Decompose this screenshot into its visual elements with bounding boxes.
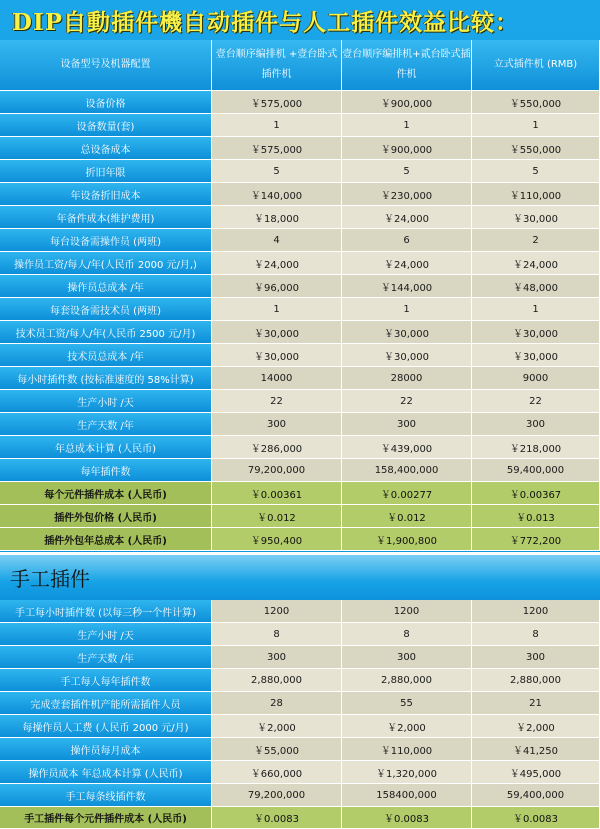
table-row: [0, 692, 600, 715]
table-row: [0, 623, 600, 646]
cell-value: 4: [212, 229, 342, 252]
cell-value: ￥30,000: [472, 344, 600, 367]
table-row: [0, 390, 600, 413]
table-row: [0, 738, 600, 761]
cell-value: 1: [472, 114, 600, 137]
table-row: [0, 367, 600, 390]
cell-value: 8: [212, 623, 342, 646]
table-row: [0, 183, 600, 206]
cell-value: ￥550,000: [472, 137, 600, 160]
cell-value: 2: [472, 229, 600, 252]
cell-value: 1: [342, 298, 472, 321]
header-config-label: 设备型号及机器配置: [0, 40, 212, 91]
cell-value: 28000: [342, 367, 472, 390]
row-label: 年设备折旧成本: [0, 183, 212, 206]
cell-value: ￥2,000: [212, 715, 342, 738]
cell-value: ￥1,900,800: [342, 528, 472, 551]
table-row: [0, 206, 600, 229]
cell-value: ￥110,000: [472, 183, 600, 206]
cell-value: ￥2,000: [472, 715, 600, 738]
table-row: [0, 459, 600, 482]
row-label: 总设备成本: [0, 137, 212, 160]
table-row: [0, 600, 600, 623]
cell-value: 55: [342, 692, 472, 715]
cell-value: ￥439,000: [342, 436, 472, 459]
table-row: [0, 275, 600, 298]
row-label: 操作员总成本 /年: [0, 275, 212, 298]
cell-value: 5: [212, 160, 342, 183]
cell-value: 1: [212, 114, 342, 137]
row-label: 年总成本计算 (人民币): [0, 436, 212, 459]
table-row: [0, 321, 600, 344]
page-title: DIP自動插件機自动插件与人工插件效益比较：: [12, 8, 519, 36]
cell-value: 5: [342, 160, 472, 183]
table-row: [0, 160, 600, 183]
row-label: 生产小时 /天: [0, 390, 212, 413]
cell-value: 300: [342, 646, 472, 669]
row-label: 生产天数 /年: [0, 646, 212, 669]
cell-value: 8: [342, 623, 472, 646]
cell-value: 2,880,000: [472, 669, 600, 692]
cell-value: ￥41,250: [472, 738, 600, 761]
cell-value: ￥48,000: [472, 275, 600, 298]
row-label: 技术员工资/每人/年(人民币 2500 元/月): [0, 321, 212, 344]
cell-value: ￥0.00367: [472, 482, 600, 505]
cell-value: 14000: [212, 367, 342, 390]
table-header-row: [0, 40, 600, 91]
table-row: [0, 344, 600, 367]
cell-value: ￥140,000: [212, 183, 342, 206]
header-column-2: 壹台顺序编排机+贰台卧式插件机: [342, 40, 472, 91]
cell-value: 9000: [472, 367, 600, 390]
table-row: [0, 114, 600, 137]
section-title-manual: 手工插件: [0, 552, 600, 600]
cell-value: ￥950,400: [212, 528, 342, 551]
cell-value: ￥575,000: [212, 91, 342, 114]
cell-value: ￥900,000: [342, 137, 472, 160]
cell-value: 2,880,000: [342, 669, 472, 692]
table-row: [0, 482, 600, 505]
cell-value: ￥30,000: [342, 344, 472, 367]
cell-value: ￥110,000: [342, 738, 472, 761]
row-label: 操作员每月成本: [0, 738, 212, 761]
cell-value: ￥24,000: [212, 252, 342, 275]
row-label: 技术员总成本 /年: [0, 344, 212, 367]
table-row: [0, 137, 600, 160]
row-label: 年备件成本(维护费用): [0, 206, 212, 229]
cell-value: ￥0.0083: [212, 807, 342, 829]
cell-value: 300: [212, 646, 342, 669]
cell-value: ￥24,000: [472, 252, 600, 275]
row-label: 生产小时 /天: [0, 623, 212, 646]
table-row: [0, 252, 600, 275]
row-label: 设备价格: [0, 91, 212, 114]
cell-value: ￥24,000: [342, 206, 472, 229]
cell-value: 300: [342, 413, 472, 436]
cell-value: 1200: [342, 600, 472, 623]
machine-comparison-table: [0, 40, 600, 551]
row-label: 操作员工资/每人/年(人民币 2000 元/月,): [0, 252, 212, 275]
cell-value: ￥218,000: [472, 436, 600, 459]
cell-value: ￥0.012: [342, 505, 472, 528]
row-label: 完成壹套插件机产能所需插件人员: [0, 692, 212, 715]
cell-value: 22: [212, 390, 342, 413]
cell-value: ￥900,000: [342, 91, 472, 114]
cell-value: ￥0.012: [212, 505, 342, 528]
row-label: 每套设备需技术员 (两班): [0, 298, 212, 321]
cell-value: ￥495,000: [472, 761, 600, 784]
cell-value: ￥772,200: [472, 528, 600, 551]
cell-value: ￥18,000: [212, 206, 342, 229]
cell-value: 22: [472, 390, 600, 413]
cell-value: 22: [342, 390, 472, 413]
row-label: 每台设备需操作员 (两班): [0, 229, 212, 252]
row-label: 设备数量(套): [0, 114, 212, 137]
row-label: 生产天数 /年: [0, 413, 212, 436]
table-row: [0, 784, 600, 807]
table-row: [0, 298, 600, 321]
cell-value: ￥96,000: [212, 275, 342, 298]
cell-value: ￥144,000: [342, 275, 472, 298]
row-label: 每年插件数: [0, 459, 212, 482]
cell-value: 59,400,000: [472, 459, 600, 482]
cell-value: 2,880,000: [212, 669, 342, 692]
cell-value: ￥286,000: [212, 436, 342, 459]
cell-value: ￥0.00277: [342, 482, 472, 505]
row-label: 每个元件插件成本 (人民币): [0, 482, 212, 505]
row-label: 插件外包价格 (人民币): [0, 505, 212, 528]
header-column-3: 立式插件机 (RMB): [472, 40, 600, 91]
cell-value: ￥0.0083: [342, 807, 472, 829]
cell-value: ￥30,000: [342, 321, 472, 344]
table-row: [0, 505, 600, 528]
cell-value: ￥0.013: [472, 505, 600, 528]
cell-value: ￥30,000: [472, 321, 600, 344]
cell-value: 21: [472, 692, 600, 715]
cell-value: 158400,000: [342, 784, 472, 807]
cell-value: ￥0.0083: [472, 807, 600, 829]
cell-value: 6: [342, 229, 472, 252]
row-label: 手工插件每个元件插件成本 (人民币): [0, 807, 212, 829]
cell-value: 300: [212, 413, 342, 436]
table-row: [0, 669, 600, 692]
table-row: [0, 715, 600, 738]
cell-value: ￥24,000: [342, 252, 472, 275]
cell-value: 300: [472, 646, 600, 669]
row-label: 折旧年限: [0, 160, 212, 183]
table-row: [0, 436, 600, 459]
cell-value: 8: [472, 623, 600, 646]
cell-value: ￥55,000: [212, 738, 342, 761]
row-label: 手工每条线插件数: [0, 784, 212, 807]
cell-value: 1200: [212, 600, 342, 623]
header-column-1: 壹台顺序编排机 +壹台卧式插件机: [212, 40, 342, 91]
table-row: [0, 761, 600, 784]
cell-value: ￥2,000: [342, 715, 472, 738]
cell-value: ￥1,320,000: [342, 761, 472, 784]
cell-value: 1: [472, 298, 600, 321]
row-label: 手工每小时插件数 (以每三秒一个件计算): [0, 600, 212, 623]
table-row: [0, 807, 600, 829]
cell-value: ￥575,000: [212, 137, 342, 160]
row-label: 操作员成本 年总成本计算 (人民币): [0, 761, 212, 784]
table-row: [0, 528, 600, 551]
cell-value: ￥30,000: [212, 344, 342, 367]
cell-value: 1200: [472, 600, 600, 623]
manual-comparison-table: [0, 600, 600, 829]
table-row: [0, 646, 600, 669]
cell-value: ￥550,000: [472, 91, 600, 114]
cell-value: ￥0.00361: [212, 482, 342, 505]
cell-value: 1: [342, 114, 472, 137]
cell-value: 79,200,000: [212, 784, 342, 807]
cell-value: 5: [472, 160, 600, 183]
cell-value: 158,400,000: [342, 459, 472, 482]
row-label: 插件外包年总成本 (人民币): [0, 528, 212, 551]
cell-value: 300: [472, 413, 600, 436]
cell-value: 28: [212, 692, 342, 715]
row-label: 手工每人每年插件数: [0, 669, 212, 692]
cell-value: 59,400,000: [472, 784, 600, 807]
cell-value: ￥30,000: [212, 321, 342, 344]
cell-value: 1: [212, 298, 342, 321]
row-label: 每小时插件数 (按标准速度的 58%计算): [0, 367, 212, 390]
cell-value: ￥30,000: [472, 206, 600, 229]
table-row: [0, 413, 600, 436]
table-row: [0, 229, 600, 252]
cell-value: ￥660,000: [212, 761, 342, 784]
cell-value: ￥230,000: [342, 183, 472, 206]
cell-value: 79,200,000: [212, 459, 342, 482]
table-row: [0, 91, 600, 114]
row-label: 每操作员人工费 (人民币 2000 元/月): [0, 715, 212, 738]
